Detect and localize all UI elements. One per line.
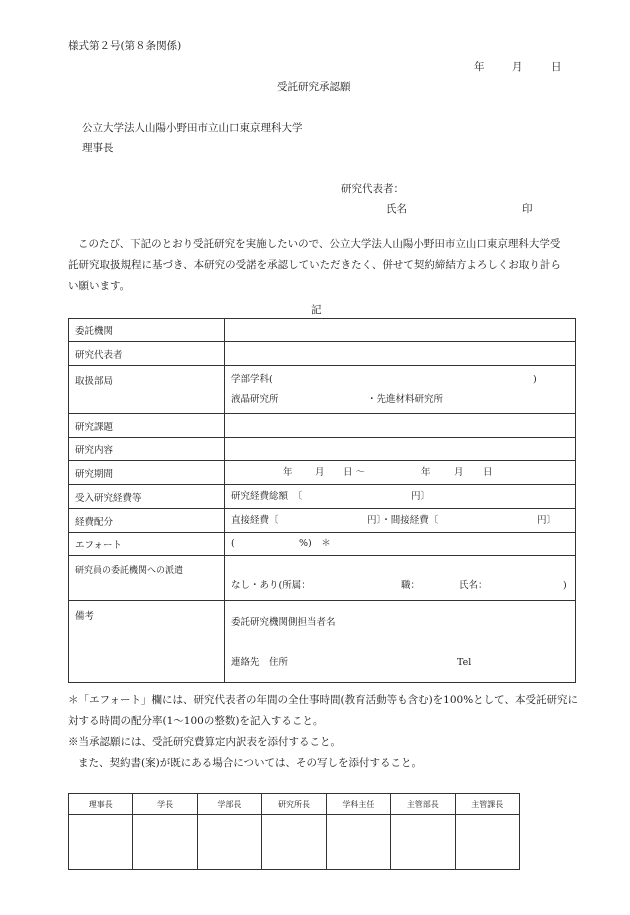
dispatch-close: ) [563, 580, 567, 591]
subject-label: 研究課題 [69, 414, 225, 438]
document-title: 受託研究承認願 [277, 81, 351, 93]
period-start-year: 年 [283, 466, 293, 478]
dept-value[interactable] [225, 366, 576, 414]
applicant-rep-label: 研究代表者： [341, 183, 404, 195]
effort-label: エフォート [69, 533, 225, 556]
approval-seal-table [68, 793, 520, 870]
period-value[interactable] [225, 461, 576, 485]
period-start-month: 月 [315, 466, 325, 478]
ki-heading: 記 [311, 304, 322, 316]
remarks-tel: Tel [457, 656, 472, 668]
effort-close: %) ＊ [299, 538, 331, 549]
seal-box-institute-director[interactable] [262, 815, 326, 870]
seal-header-president: 学長 [133, 794, 197, 815]
seal-header-dept-chief: 学科主任 [326, 794, 390, 815]
seal-box-dean[interactable] [197, 815, 261, 870]
alloc-label: 経費配分 [69, 509, 225, 533]
request-paragraph: このたび、下記のとおり受託研究を実施したいので、公立大学法人山陽小野田市立山口東京理科大学受託研究取扱規程に基づき、本研究の受諾を承認していただきたく、併せて契約締結方よろしくお取り計らい願います。 [68, 238, 561, 292]
seal-header-manager: 主管部長 [391, 794, 455, 815]
seal-box-manager[interactable] [391, 815, 455, 870]
content-label: 研究内容 [69, 438, 225, 461]
content-value[interactable] [225, 438, 576, 461]
date-month-label: 月 [512, 61, 523, 73]
seal-header-dean: 学部長 [197, 794, 261, 815]
alloc-value[interactable] [225, 509, 576, 533]
dispatch-value[interactable] [225, 556, 576, 601]
remarks-contact: 連絡先 住所 [231, 656, 289, 668]
funds-total-label: 研究経費総額 〔 [231, 490, 303, 502]
application-table [68, 318, 576, 683]
seal-box-chairman[interactable] [69, 815, 133, 870]
funds-total-unit: 円〕 [411, 490, 431, 502]
dept-faculty-close: ) [533, 373, 537, 385]
date-day-label: 日 [551, 61, 562, 73]
dept-label: 取扱部局 [69, 366, 225, 414]
seal-header-institute-director: 研究所長 [262, 794, 326, 815]
remarks-person: 委託研究機関側担当者名 [231, 616, 336, 628]
funds-label: 受入研究経費等 [69, 485, 225, 509]
form-number: 様式第２号(第８条関係) [68, 40, 182, 52]
dept-materials-institute: ・先進材料研究所 [367, 393, 444, 405]
addressee-university: 公立大学法人山陽小野田市立山口東京理科大学 [82, 122, 303, 134]
seal-box-president[interactable] [133, 815, 197, 870]
period-label: 研究期間 [69, 461, 225, 485]
dept-lc-institute: 液晶研究所 [231, 393, 279, 405]
date-year-label: 年 [474, 61, 485, 73]
notes-block [68, 690, 578, 774]
client-label: 委託機関 [69, 319, 225, 342]
seal-mark: 印 [522, 203, 533, 215]
seal-header-chairman: 理事長 [69, 794, 133, 815]
seal-box-section-chief[interactable] [455, 815, 519, 870]
note-contract: また、契約書(案)が既にある場合については、その写しを添付すること。 [78, 757, 422, 769]
rep-value[interactable] [225, 342, 576, 366]
dispatch-post: 職： [401, 580, 421, 591]
seal-header-section-chief: 主管課長 [455, 794, 519, 815]
note-effort: ＊「エフォート」欄には、研究代表者の年間の全仕事時間(教育活動等も含む)を100%として、本受託研究に対する時間の配分率(1～100の整数)を記入すること。 [68, 694, 578, 727]
client-value[interactable] [225, 319, 576, 342]
period-end-day: 日 [483, 466, 493, 478]
dispatch-label: 研究員の委託機関への派遣 [69, 556, 225, 601]
addressee-position: 理事長 [82, 142, 114, 154]
dispatch-affiliation: なし・あり(所属： [231, 580, 311, 591]
applicant-name-label: 氏名 [386, 203, 407, 215]
dispatch-name: 氏名： [459, 580, 488, 591]
note-attachment: ※当承認願には、受託研究費算定内訳表を添付すること。 [68, 736, 341, 748]
period-start-day: 日 ～ [343, 466, 366, 478]
funds-value[interactable] [225, 485, 576, 509]
remarks-label: 備考 [69, 601, 225, 683]
alloc-indirect-label: 円〕・間接経費〔 [367, 514, 439, 526]
effort-open: ( [231, 538, 235, 549]
period-end-year: 年 [421, 466, 431, 478]
subject-value[interactable] [225, 414, 576, 438]
rep-label: 研究代表者 [69, 342, 225, 366]
remarks-value[interactable] [225, 601, 576, 683]
effort-value[interactable] [225, 533, 576, 556]
dept-faculty-open: 学部学科( [231, 373, 273, 385]
period-end-month: 月 [454, 466, 464, 478]
alloc-indirect-unit: 円〕 [537, 514, 557, 526]
alloc-direct-label: 直接経費〔 [231, 514, 279, 526]
seal-box-dept-chief[interactable] [326, 815, 390, 870]
